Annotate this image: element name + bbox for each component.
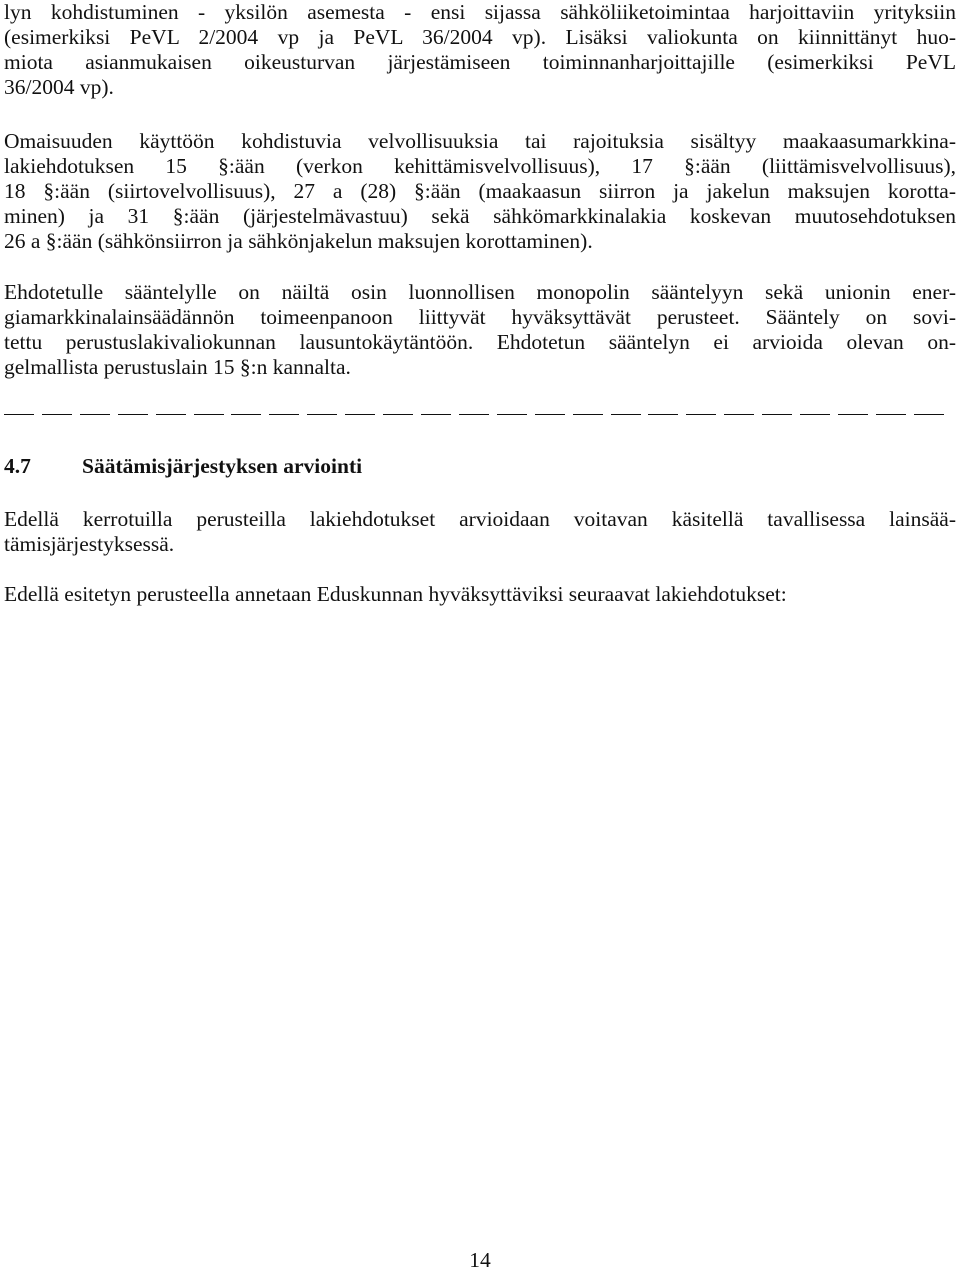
- separator-dash: [118, 414, 148, 415]
- text-line: 36/2004 vp).: [4, 75, 114, 99]
- separator-dash: [4, 414, 34, 415]
- separator-dash: [307, 414, 337, 415]
- paragraph-property-obligations: [4, 129, 956, 254]
- separator-dash: [611, 414, 641, 415]
- text-line: (esimerkiksi PeVL 2/2004 vp ja PeVL 36/2004 vp). Lisäksi valiokunta on kiinnittänyt huo-: [4, 25, 956, 49]
- separator-dash: [497, 414, 527, 415]
- separator-dash: [762, 414, 792, 415]
- separator-dash: [876, 414, 906, 415]
- separator-dash: [535, 414, 565, 415]
- separator-dash: [156, 414, 186, 415]
- page-number: 14: [469, 1248, 491, 1272]
- separator-dash: [80, 414, 110, 415]
- text-line: Omaisuuden käyttöön kohdistuvia velvollisuuksia tai rajoituksia sisältyy maakaasumarkkina-: [4, 129, 956, 153]
- text-line: tettu perustuslakivaliokunnan lausuntokäytäntöön. Ehdotetun sääntelyn ei arvioida olevan on-: [4, 330, 956, 354]
- separator-dash: [421, 414, 451, 415]
- separator-dash: [194, 414, 224, 415]
- separator-dash: [800, 414, 830, 415]
- text-line: Edellä kerrotuilla perusteilla lakiehdotukset arvioidaan voitavan käsitellä tavallisessa lainsää-: [4, 507, 956, 531]
- separator-dash: [42, 414, 72, 415]
- text-line: 26 a §:ään (sähkönsiirron ja sähkönjakelun maksujen korottaminen).: [4, 229, 593, 253]
- separator-dash: [573, 414, 603, 415]
- separator-dash: [724, 414, 754, 415]
- separator-dash: [231, 414, 261, 415]
- text-line: giamarkkinalainsäädännön toimeenpanoon liittyvät hyväksyttävät perusteet. Sääntely on sovi-: [4, 305, 956, 329]
- text-line: lakiehdotuksen 15 §:ään (verkon kehittämisvelvollisuus), 17 §:ään (liittämisvelvollisuus),: [4, 154, 956, 178]
- paragraph-constitutional-committee: [4, 0, 956, 100]
- paragraph-bill-proposal: [4, 582, 956, 607]
- text-line: Ehdotetulle sääntelylle on näiltä osin luonnollisen monopolin sääntelyyn sekä unionin ener-: [4, 280, 956, 304]
- text-line: tämisjärjestyksessä.: [4, 532, 175, 556]
- section-number: 4.7: [4, 454, 31, 478]
- text-line: Edellä esitetyn perusteella annetaan Eduskunnan hyväksyttäviksi seuraavat lakiehdotukset:: [4, 582, 787, 606]
- separator-dash: [269, 414, 299, 415]
- text-line: gelmallista perustuslain 15 §:n kannalta.: [4, 355, 351, 379]
- text-line: miota asianmukaisen oikeusturvan järjestämiseen toiminnanharjoittajille (esimerkiksi PeVL: [4, 50, 956, 74]
- section-title: Säätämisjärjestyksen arviointi: [82, 454, 363, 478]
- text-line: lyn kohdistuminen - yksilön asemesta - ensi sijassa sähköliiketoimintaa harjoittaviin yrityksiin: [4, 0, 956, 24]
- text-line: minen) ja 31 §:ään (järjestelmävastuu) sekä sähkömarkkinalakia koskevan muutosehdotuksen: [4, 204, 956, 228]
- paragraph-regulation-grounds: [4, 280, 956, 380]
- separator-dash: [686, 414, 716, 415]
- paragraph-legislative-order: [4, 507, 956, 557]
- text-line: 18 §:ään (siirtovelvollisuus), 27 a (28) §:ään (maakaasun siirron ja jakelun maksujen korotta-: [4, 179, 956, 203]
- separator-dash: [648, 414, 678, 415]
- separator-dash: [459, 414, 489, 415]
- dashed-separator: [4, 406, 944, 420]
- separator-dash: [383, 414, 413, 415]
- section-heading: [4, 454, 362, 479]
- separator-dash: [345, 414, 375, 415]
- separator-dash: [914, 414, 944, 415]
- separator-dash: [838, 414, 868, 415]
